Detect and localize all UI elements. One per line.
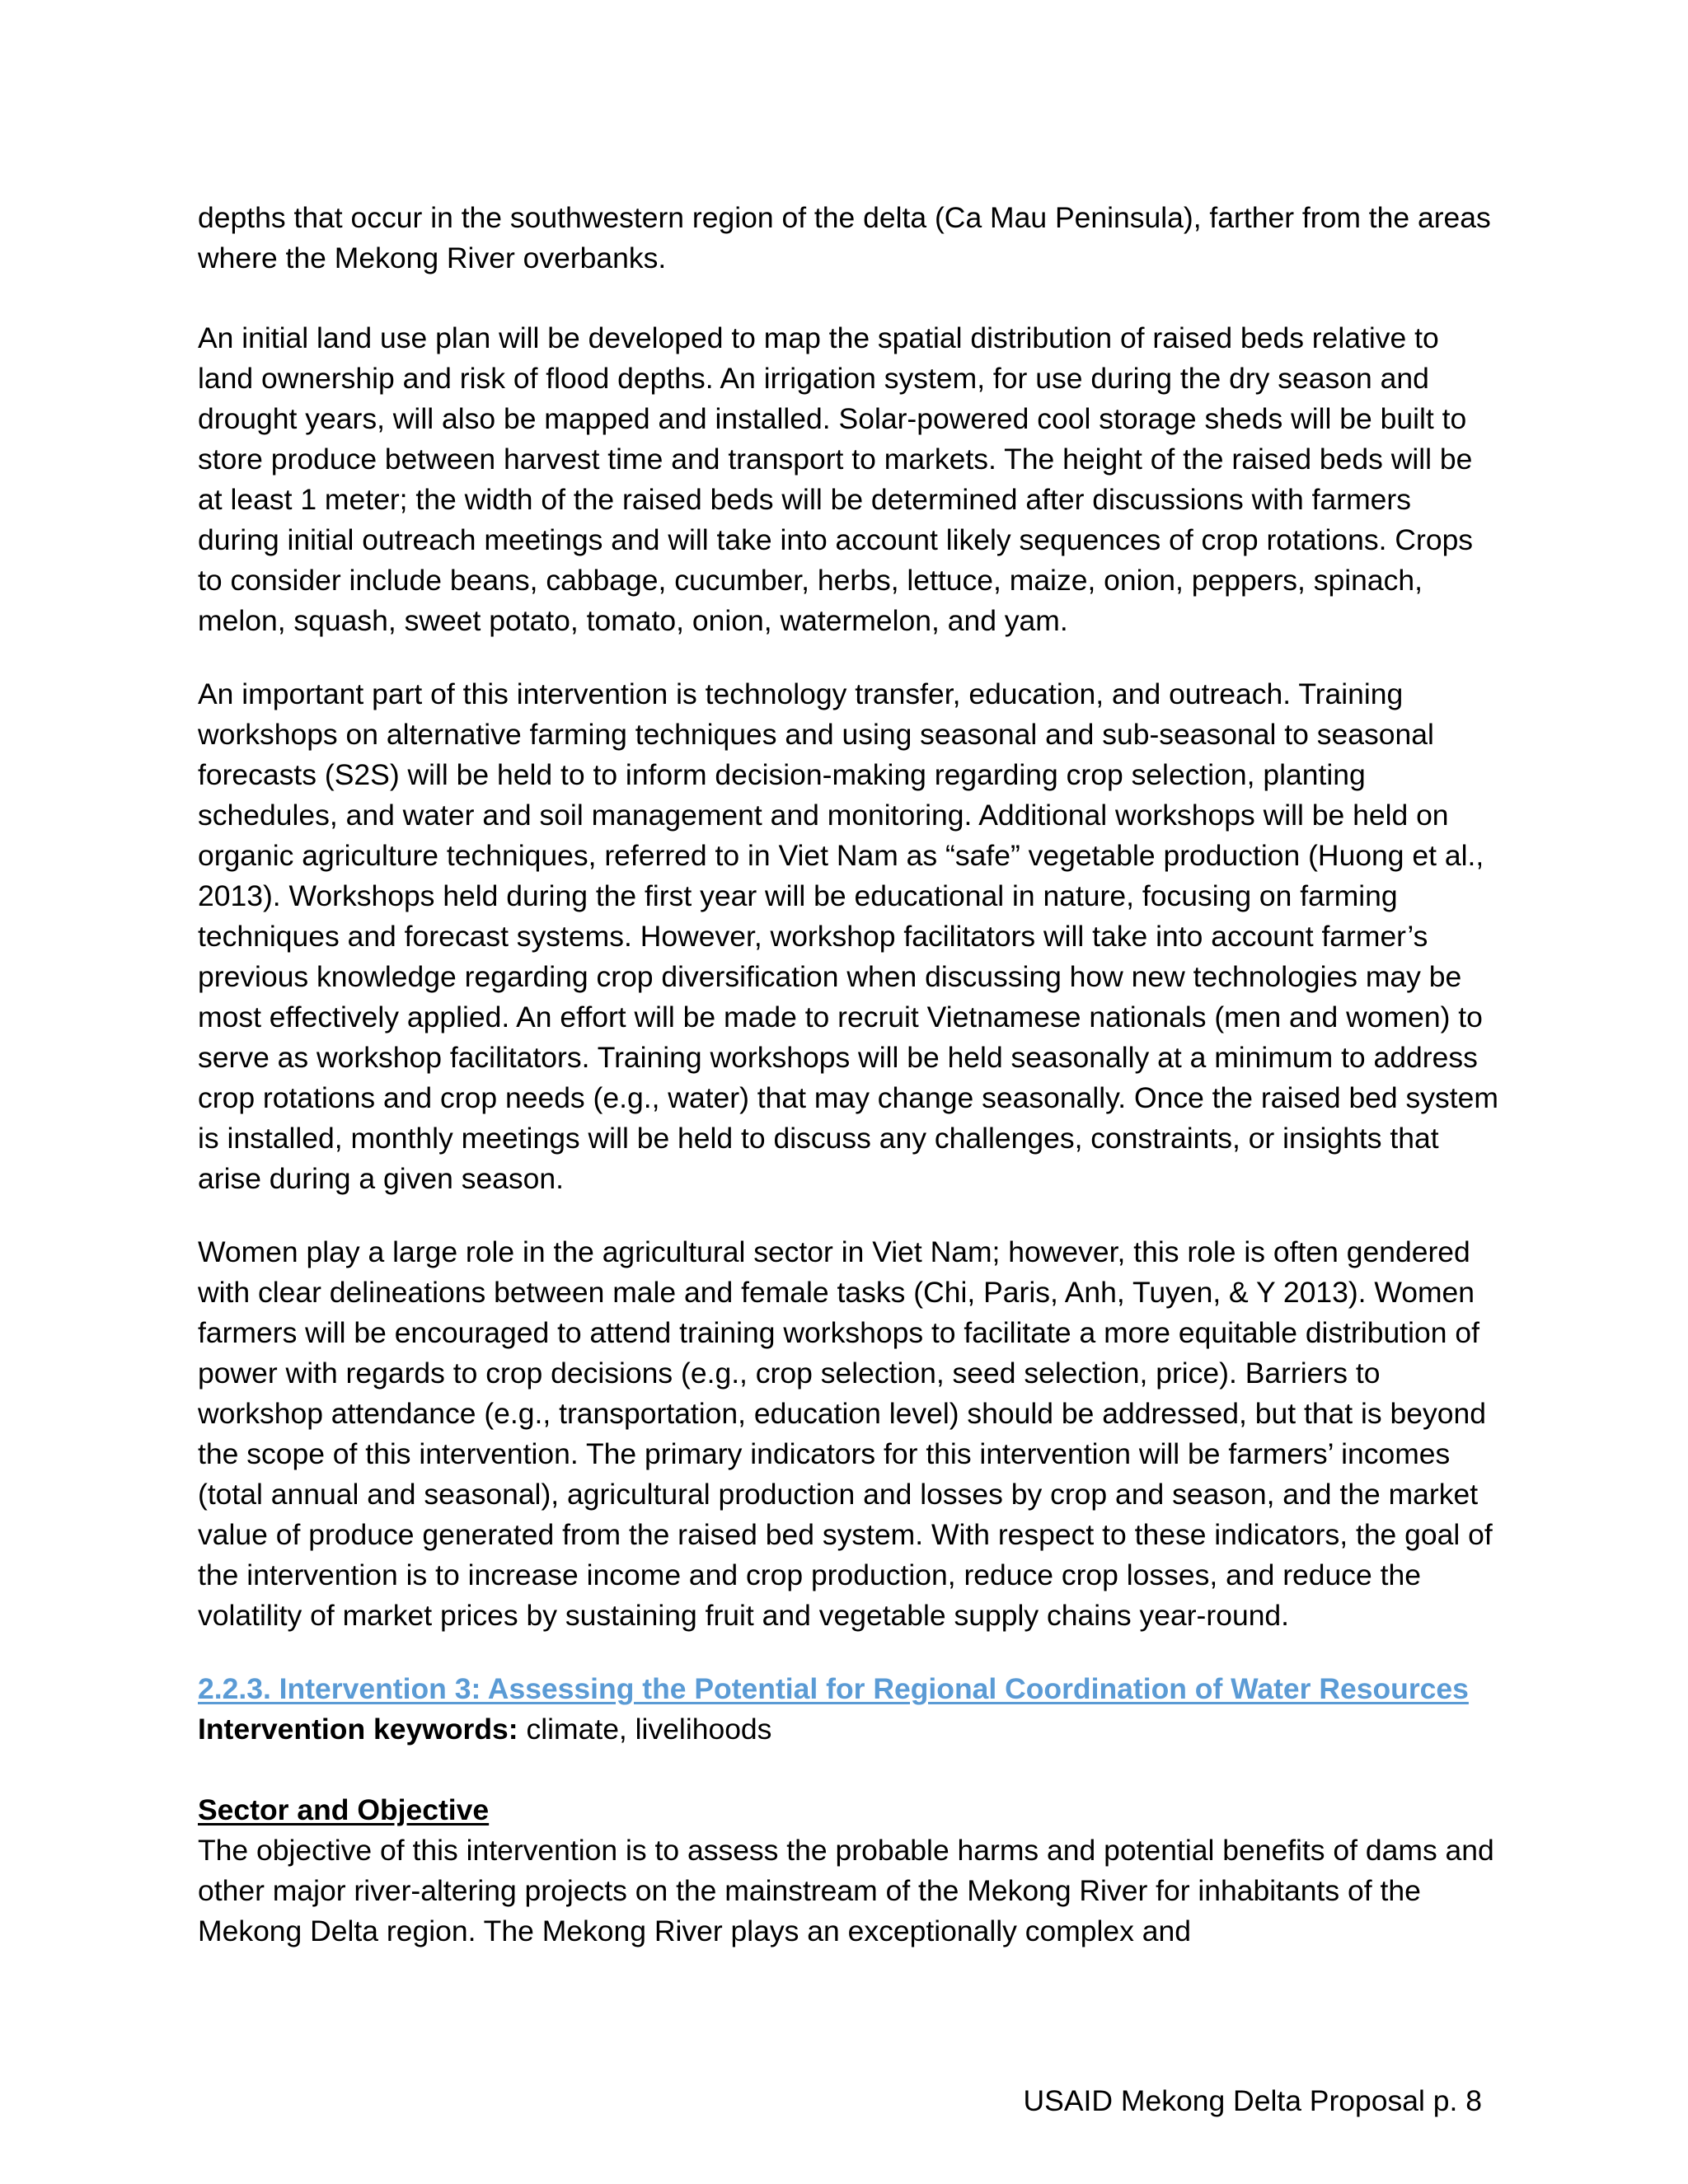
intervention-keywords: [198, 1709, 1500, 1750]
paragraph-flood-depths: depths that occur in the southwestern region of the delta (Ca Mau Peninsula), farther from the areas where the Mekong River overbanks.: [198, 201, 1491, 274]
section-heading[interactable]: [198, 1669, 1500, 1709]
paragraph-land-use-plan: An initial land use plan will be developed to map the spatial distribution of raised beds relative to land ownership and risk of flood depths. An irrigation system, for use during the dry season and drought years, will also be mapped and installed. Solar-powered cool storage sheds will be built to store produce between harvest time and transport to markets. The height of the raised beds will be at least 1 meter; the width of the raised beds will be determined after discussions with farmers during initial outreach meetings and will take into account likely sequences of crop rotations. Crops to consider include beans, cabbage, cucumber, herbs, lettuce, maize, onion, peppers, spinach, melon, squash, sweet potato, tomato, onion, watermelon, and yam.: [198, 321, 1474, 637]
keywords-value: climate, livelihoods: [518, 1713, 772, 1746]
keywords-label: Intervention keywords:: [198, 1713, 518, 1746]
paragraph-technology-transfer: An important part of this intervention is technology transfer, education, and outreach. Training workshops on alternative farming techniques and using seasonal and sub-seasonal to seasonal forecasts (S2S) will be held to to inform decision-making regarding crop selection, planting schedules, and water and soil management and monitoring. Additional workshops will be held on organic agriculture techniques, referred to in Viet Nam as “safe” vegetable production (Huong et al., 2013). Workshops held during the first year will be educational in nature, focusing on farming techniques and forecast systems. However, workshop facilitators will take into account farmer’s previous knowledge regarding crop diversification when discussing how new technologies may be most effectively applied. An effort will be made to recruit Vietnamese nationals (men and women) to serve as workshop facilitators. Training workshops will be held seasonally at a minimum to address crop rotations and crop needs (e.g., water) that may change seasonally. Once the raised bed system is installed, monthly meetings will be held to discuss any challenges, constraints, or insights that arise during a given season.: [198, 677, 1498, 1195]
paragraph-women-role: Women play a large role in the agricultural sector in Viet Nam; however, this role is often gendered with clear delineations between male and female tasks (Chi, Paris, Anh, Tuyen, & Y 2013). Women farmers will be encouraged to attend training workshops to facilitate a more equitable distribution of power with regards to crop decisions (e.g., crop selection, seed selection, price). Barriers to workshop attendance (e.g., transportation, education level) should be addressed, but that is beyond the scope of this intervention. The primary indicators for this intervention will be farmers’ incomes (total annual and seasonal), agricultural production and losses by crop and season, and the market value of produce generated from the raised bed system. With respect to these indicators, the goal of the intervention is to increase income and crop production, reduce crop losses, and reduce the volatility of market prices by sustaining fruit and vegetable supply chains year-round.: [198, 1235, 1493, 1632]
page-footer: USAID Mekong Delta Proposal p. 8: [1023, 2084, 1482, 2117]
subheading-sector-objective: Sector and Objective: [198, 1793, 490, 1826]
paragraph-objective: The objective of this intervention is to assess the probable harms and potential benefits of dams and other major river-altering projects on the mainstream of the Mekong River for inhabitants of the Mekong Delta region. The Mekong River plays an exceptionally complex and: [198, 1834, 1494, 1947]
document-body: [198, 198, 1500, 1952]
section-heading-link[interactable]: 2.2.3. Intervention 3: Assessing the Potential for Regional Coordination of Water Resources: [198, 1672, 1469, 1705]
